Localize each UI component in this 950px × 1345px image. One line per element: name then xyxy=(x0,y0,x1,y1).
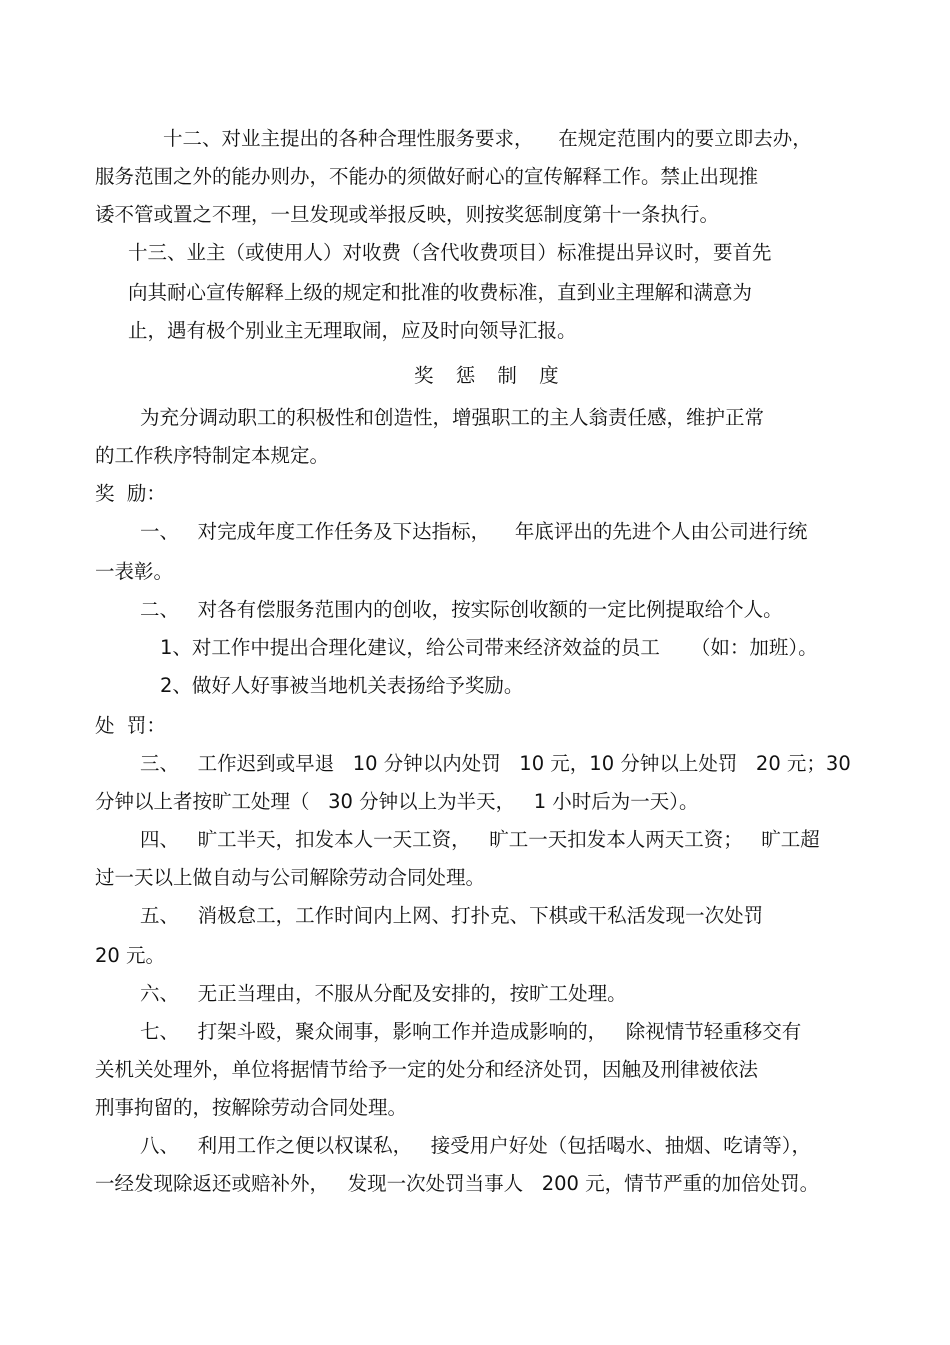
text-line: 三、 工作迟到或早退 10 分钟以内处罚 10 元，10 分钟以上处罚 20 元；30 xyxy=(140,752,851,775)
text-line: 四、 旷工半天，扣发本人一天工资， 旷工一天扣发本人两天工资； 旷工超 xyxy=(140,828,820,851)
text-line: 十二、对业主提出的各种合理性服务要求， 在规定范围内的要立即去办， xyxy=(163,127,812,150)
text-line: 七、 打架斗殴，聚众闹事，影响工作并造成影响的， 除视情节轻重移交有 xyxy=(140,1020,802,1043)
text-line: 20 元。 xyxy=(95,944,166,967)
subheading-penalties: 处 罚： xyxy=(95,714,166,737)
text-line: 过一天以上做自动与公司解除劳动合同处理。 xyxy=(95,866,486,889)
text-line: 服务范围之外的能办则办，不能办的须做好耐心的宣传解释工作。禁止出现推 xyxy=(95,165,759,188)
text-line: 诿不管或置之不理，一旦发现或举报反映，则按奖惩制度第十一条执行。 xyxy=(95,203,720,226)
section-title: 奖 惩 制 度 xyxy=(414,364,567,387)
text-line: 刑事拘留的，按解除劳动合同处理。 xyxy=(95,1096,408,1119)
text-line: 八、 利用工作之便以权谋私， 接受用户好处（包括喝水、抽烟、吃请等）， xyxy=(140,1134,811,1157)
text-line: 十三、业主（或使用人）对收费（含代收费项目）标准提出异议时，要首先 xyxy=(128,241,772,264)
text-line: 一表彰。 xyxy=(95,560,174,583)
text-line: 为充分调动职工的积极性和创造性，增强职工的主人翁责任感，维护正常 xyxy=(140,406,765,429)
text-line: 二、 对各有偿服务范围内的创收，按实际创收额的一定比例提取给个人。 xyxy=(140,598,783,621)
text-line: 的工作秩序特制定本规定。 xyxy=(95,444,330,467)
text-line: 分钟以上者按旷工处理（ 30 分钟以上为半天， 1 小时后为一天）。 xyxy=(95,790,699,813)
text-line: 1、对工作中提出合理化建议，给公司带来经济效益的员工 （如：加班）。 xyxy=(160,636,818,659)
subheading-rewards: 奖 励： xyxy=(95,482,166,505)
text-line: 止，遇有极个别业主无理取闹，应及时向领导汇报。 xyxy=(128,319,577,342)
text-line: 五、 消极怠工，工作时间内上网、打扑克、下棋或干私活发现一次处罚 xyxy=(140,904,764,927)
text-line: 一、 对完成年度工作任务及下达指标， 年底评出的先进个人由公司进行统 xyxy=(140,520,808,543)
text-line: 六、 无正当理由，不服从分配及安排的，按旷工处理。 xyxy=(140,982,627,1005)
text-line: 一经发现除返还或赔补外， 发现一次处罚当事人 200 元，情节严重的加倍处罚。 xyxy=(95,1172,820,1195)
text-line: 关机关处理外，单位将据情节给予一定的处分和经济处罚，因触及刑律被依法 xyxy=(95,1058,759,1081)
text-line: 2、做好人好事被当地机关表扬给予奖励。 xyxy=(160,674,524,697)
text-line: 向其耐心宣传解释上级的规定和批准的收费标准，直到业主理解和满意为 xyxy=(128,281,753,304)
